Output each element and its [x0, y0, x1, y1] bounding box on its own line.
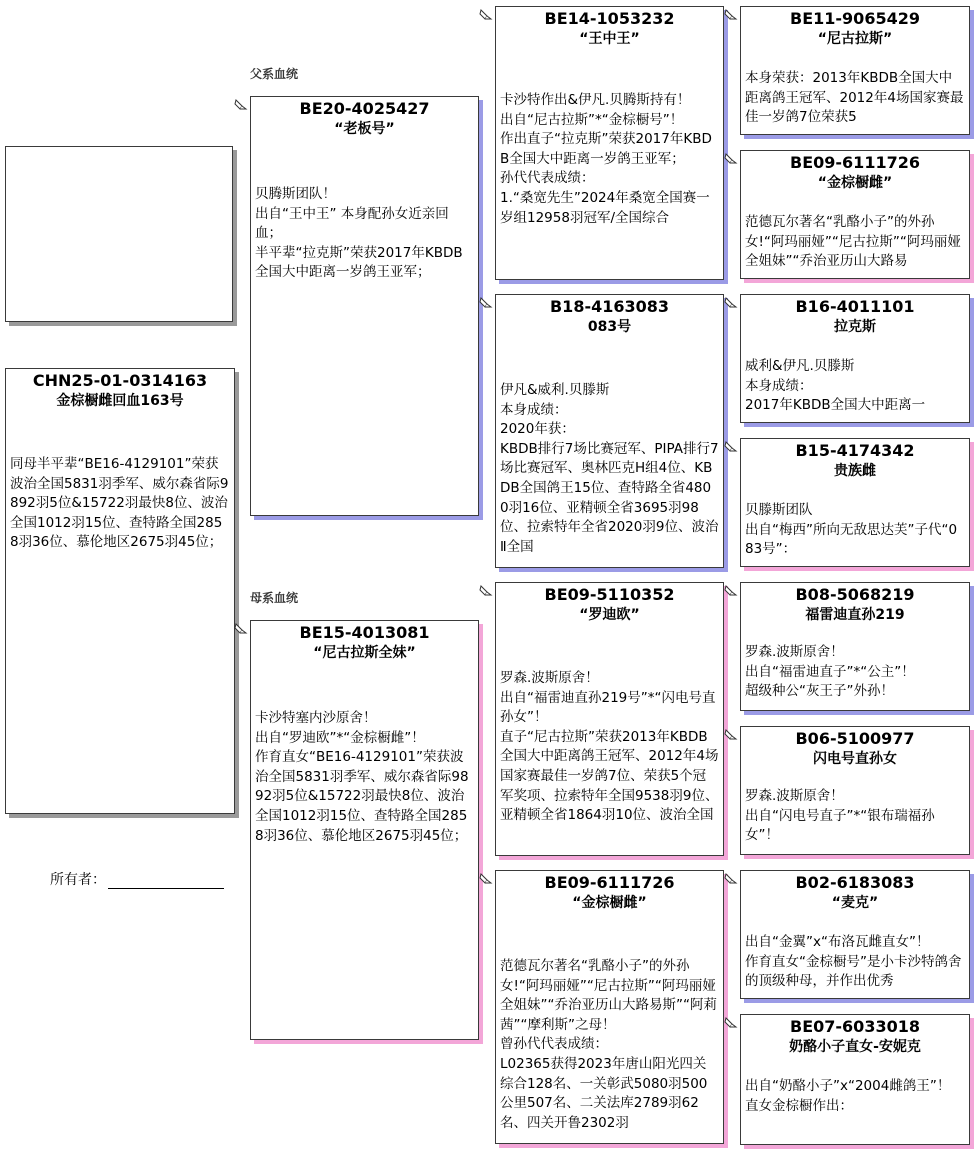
pencil-icon[interactable]: [724, 871, 738, 885]
dd-sire-id: B02-6183083: [795, 873, 915, 892]
owner-signature-line[interactable]: [108, 874, 224, 889]
dam-dam-id: BE09-6111726: [544, 873, 675, 892]
sire-sire-name: “王中王”: [579, 31, 640, 47]
sire-name: “老板号”: [334, 121, 395, 137]
ss-sire-card[interactable]: [740, 6, 970, 135]
ds-sire-card[interactable]: [740, 582, 970, 711]
dam-name: “尼古拉斯全妹”: [313, 645, 416, 661]
sd-dam-id: B15-4174342: [795, 441, 915, 460]
photo-frame: [5, 146, 233, 322]
dam-sire-desc: 罗森.波斯原舍！ 出自“福雷迪直孙219号”*“闪电号直孙女”！ 直子“尼古拉斯”荣获2013年KBDB全国大中距离鸽王冠军、2012年4场国家赛最佳一岁鸽7位、荣获5个冠军奖项、拉索特年全国9538羽9位、亚精顿全省1864羽10位、波治全国: [500, 670, 719, 824]
ss-sire-name: “尼古拉斯”: [817, 31, 893, 47]
pencil-icon[interactable]: [724, 1015, 738, 1029]
ss-dam-id: BE09-6111726: [790, 153, 920, 172]
ds-dam-card[interactable]: [740, 726, 970, 855]
pencil-icon[interactable]: [479, 871, 493, 885]
ss-dam-desc: 范德瓦尔著名“乳酪小子”的外孙女!“阿玛丽娅”“尼古拉斯”“阿玛丽娅全姐妹”“乔治亚历山大路易: [745, 214, 961, 270]
ds-dam-name: 闪电号直孙女: [813, 751, 897, 767]
ss-dam-name: “金棕橱雌”: [817, 175, 893, 191]
pencil-icon[interactable]: [724, 151, 738, 165]
dam-sire-name: “罗迪欧”: [579, 607, 640, 623]
pencil-icon[interactable]: [724, 295, 738, 309]
dd-sire-name: “麦克”: [831, 895, 879, 911]
pencil-icon[interactable]: [479, 583, 493, 597]
pencil-icon[interactable]: [234, 621, 248, 635]
dam-dam-card[interactable]: [495, 870, 724, 1144]
dam-dam-name: “金棕橱雌”: [572, 895, 647, 911]
dd-sire-desc: 出自“金翼”x“布洛瓦雌直女”！ 作育直女“金棕橱号”是小卡沙特鸽舍的顶级种母，并作出优秀: [745, 934, 962, 990]
sire-id: BE20-4025427: [299, 99, 430, 118]
sire-dam-card[interactable]: [495, 294, 724, 568]
pencil-icon[interactable]: [234, 97, 248, 111]
subject-id: CHN25-01-0314163: [32, 371, 208, 390]
sd-sire-name: 拉克斯: [834, 319, 876, 335]
pencil-icon[interactable]: [724, 439, 738, 453]
sire-section-label: 父系血统: [250, 67, 299, 81]
dd-sire-card[interactable]: [740, 870, 970, 999]
dam-card[interactable]: [250, 620, 479, 1040]
dam-desc: 卡沙特塞内沙原舍！ 出自“罗迪欧”*“金棕橱雌”！ 作育直女“BE16-4129101”荣获波治全国5831羽季军、威尔森省际9892羽5位&15722羽最快8位、波治全国1012羽15位、查特路全国2858羽36位、慕伦地区2675羽45位；: [255, 710, 469, 844]
sd-dam-desc: 贝滕斯团队 出自“梅西”所向无敌思达芙”子代“083号”：: [745, 502, 958, 558]
owner-row: [50, 869, 224, 889]
sire-sire-id: BE14-1053232: [544, 9, 675, 28]
pencil-icon[interactable]: [724, 583, 738, 597]
dam-dam-desc: 范德瓦尔著名“乳酪小子”的外孙女!“阿玛丽娅”“尼古拉斯”“阿玛丽娅全姐妹”“乔治亚历山大路易斯”“阿莉茜”“摩利斯”之母！ 曾孙代代表成绩： L02365获得2023年唐山阳光四关综合128名、一关彰武5080羽500公里507名、二关法库2789羽62名、四关开鲁2302羽: [500, 958, 717, 1131]
ds-dam-id: B06-5100977: [795, 729, 915, 748]
sd-sire-card[interactable]: [740, 294, 970, 423]
pencil-icon[interactable]: [479, 7, 493, 21]
ss-dam-card[interactable]: [740, 150, 970, 279]
ds-sire-desc: 罗森.波斯原舍！ 出自“福雷迪直子”*“公主”！ 超级种公“灰王子”外孙！: [745, 644, 915, 700]
pencil-icon[interactable]: [724, 7, 738, 21]
subject-desc: 同母半平辈“BE16-4129101”荣获波治全国5831羽季军、威尔森省际9892羽5位&15722羽最快8位、波治全国1012羽15位、查特路全国2858羽36位、慕伦地区2675羽45位；: [10, 456, 229, 551]
ds-sire-id: B08-5068219: [795, 585, 915, 604]
sire-sire-desc: 卡沙特作出&伊凡.贝腾斯持有！ 出自“尼古拉斯”*“金棕橱号”！ 作出直子“拉克斯”荣获2017年KBDB全国大中距离一岁鸽王亚军； 孙代代表成绩： 1.“桑宽先生”2024年桑宽全国赛一岁组12958羽冠军/全国综合: [500, 92, 712, 226]
dam-sire-card[interactable]: [495, 582, 724, 856]
ss-sire-desc: 本身荣获：2013年KBDB全国大中距离鸽王冠军、2012年4场国家赛最佳一岁鸽7位荣获5: [745, 70, 964, 126]
dd-dam-name: 奶酪小子直女-安妮克: [789, 1039, 921, 1055]
sd-sire-id: B16-4011101: [795, 297, 915, 316]
sire-dam-desc: 伊凡&威利.贝滕斯 本身成绩： 2020年获： KBDB排行7场比赛冠军、PIPA排行7场比赛冠军、奥林匹克H组4位、KBDB全国鸽王15位、查特路全省4800羽16位、亚精顿全省3695羽98位、拉索特年全省2020羽9位、波治Ⅱ全国: [500, 382, 719, 555]
dam-id: BE15-4013081: [299, 623, 430, 642]
sire-dam-name: 083号: [587, 319, 632, 335]
pencil-icon[interactable]: [724, 727, 738, 741]
sire-dam-id: B18-4163083: [549, 297, 670, 316]
subject-card[interactable]: [5, 368, 235, 814]
dam-sire-id: BE09-5110352: [544, 585, 675, 604]
dd-dam-card[interactable]: [740, 1014, 970, 1145]
ss-sire-id: BE11-9065429: [790, 9, 920, 28]
sire-card[interactable]: [250, 96, 479, 516]
dam-section-label: 母系血统: [250, 591, 299, 605]
sd-dam-name: 贵族雌: [834, 463, 876, 479]
sd-sire-desc: 威利&伊凡.贝滕斯 本身成绩： 2017年KBDB全国大中距离一: [745, 358, 926, 414]
ds-sire-name: 福雷迪直孙219: [805, 607, 905, 623]
dd-dam-id: BE07-6033018: [790, 1017, 920, 1036]
sd-dam-card[interactable]: [740, 438, 970, 567]
dd-dam-desc: 出自“奶酪小子”x“2004雌鸽王”！ 直女金棕橱作出：: [745, 1078, 951, 1114]
sire-sire-card[interactable]: [495, 6, 724, 280]
pencil-icon[interactable]: [479, 295, 493, 309]
sire-desc: 贝腾斯团队！ 出自“王中王” 本身配孙女近亲回血； 半平辈“拉克斯”荣获2017年KBDB全国大中距离一岁鸽王亚军；: [255, 186, 463, 281]
subject-name: 金棕橱雌回血163号: [56, 393, 184, 409]
ds-dam-desc: 罗森.波斯原舍！ 出自“闪电号直子”*“银布瑞福孙女”！: [745, 788, 935, 844]
owner-label: 所有者：: [50, 872, 106, 888]
